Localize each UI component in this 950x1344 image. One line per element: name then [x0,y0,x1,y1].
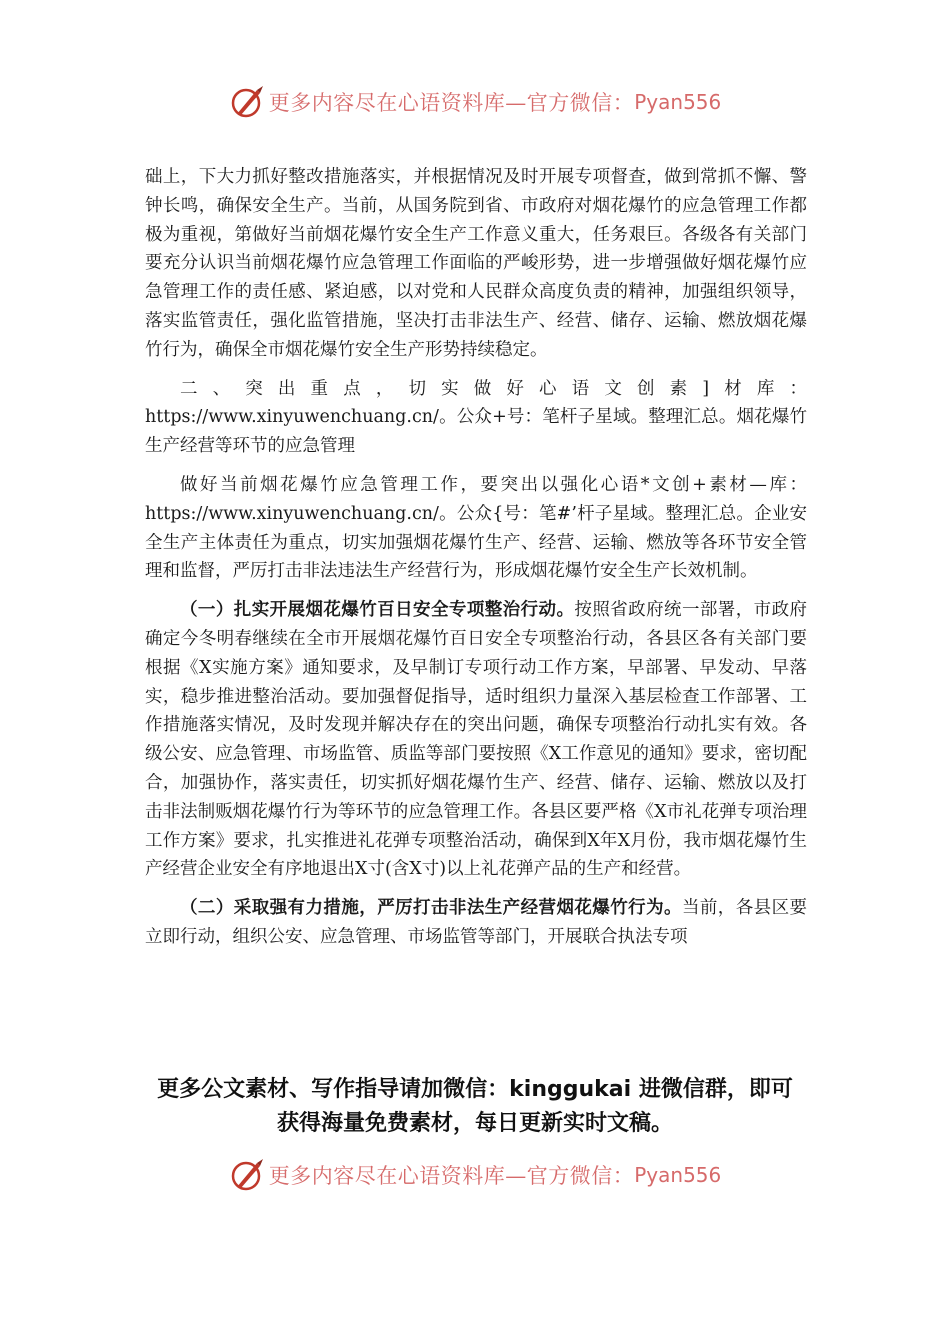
subheading-2: （二）采取强有力措施，严厉打击非法生产经营烟花爆竹行为。 [180,898,682,919]
subheading-1: （一）扎实开展烟花爆竹百日安全专项整治行动。 [180,600,575,621]
paragraph-3: 做好当前烟花爆竹应急管理工作，要突出以强化心语*文创+素材—库：https://www.xinyuwenchuang.cn/。公众{号：笔#’杆子星域。整理汇总。企业安全生产主体责任为重点，切实加强烟花爆竹生产、经营、运输、燃放等各环节安全管理和监督，严厉打击非法违法生产经营行为，形成烟花爆竹安全生产长效机制。 [145,474,807,582]
document-body [145,163,807,962]
quill-logo-icon [229,84,265,120]
paragraph-1: 础上，下大力抓好整改措施落实，并根据情况及时开展专项督查，做到常抓不懈、警钟长鸣，确保安全生产。当前，从国务院到省、市政府对烟花爆竹的应急管理工作都极为重视，第做好当前烟花爆竹安全生产工作意义重大，任务艰巨。各级各有关部门要充分认识当前烟花爆竹应急管理工作面临的严峻形势，进一步增强做好烟花爆竹应急管理工作的责任感、紧迫感，以对党和人民群众高度负责的精神，加强组织领导，落实监管责任，强化监管措施，坚决打击非法生产、经营、储存、运输、燃放烟花爆竹行为，确保全市烟花爆竹安全生产形势持续稳定。 [145,167,807,360]
paragraph-2-heading: 二、突出重点，切实做好心语文创素]材库：https://www.xinyuwenchuang.cn/。公众+号：笔杆子星域。整理汇总。烟花爆竹生产经营等环节的应急管理 [145,378,807,457]
banner-wechat-id: Pyan556 [634,90,722,114]
banner-text: 更多内容尽在心语资料库—官方微信： [268,91,635,115]
paragraph-5 [145,894,807,952]
quill-logo-icon [229,1157,265,1193]
promo-line-1: 更多公文素材、写作指导请加微信：kinggukai 进微信群，即可 [157,1077,793,1102]
banner-text: 更多内容尽在心语资料库—官方微信： [268,1164,635,1188]
footer-banner [0,1153,950,1197]
banner-wechat-id: Pyan556 [634,1163,722,1187]
paragraph-5-text: 当前，各县区要立即行动，组织公安、应急管理、市场监管等部门，开展联合执法专项 [145,898,808,947]
paragraph-4 [145,596,807,884]
promo-notice [100,1073,850,1141]
paragraph-4-text: 按照省政府统一部署，市政府确定今冬明春继续在全市开展烟花爆竹百日安全专项整治行动，各县区各有关部门要根据《X实施方案》通知要求，及早制订专项行动工作方案，早部署、早发动、早落实，稳步推进整治活动。要加强督促指导，适时组织力量深入基层检查工作部署、工作措施落实情况，及时发现并解决存在的突出问题，确保专项整治行动扎实有效。各级公安、应急管理、市场监管、质监等部门要按照《X工作意见的通知》要求，密切配合，加强协作，落实责任，切实抓好烟花爆竹生产、经营、储存、运输、燃放以及打击非法制贩烟花爆竹行为等环节的应急管理工作。各县区要严格《X市礼花弹专项治理工作方案》要求，扎实推进礼花弹专项整治活动，确保到X年X月份，我市烟花爆竹生产经营企业安全有序地退出X寸(含X寸)以上礼花弹产品的生产和经营。 [145,600,808,880]
promo-line-2: 获得海量免费素材，每日更新实时文稿。 [276,1111,673,1136]
header-banner [0,80,950,124]
